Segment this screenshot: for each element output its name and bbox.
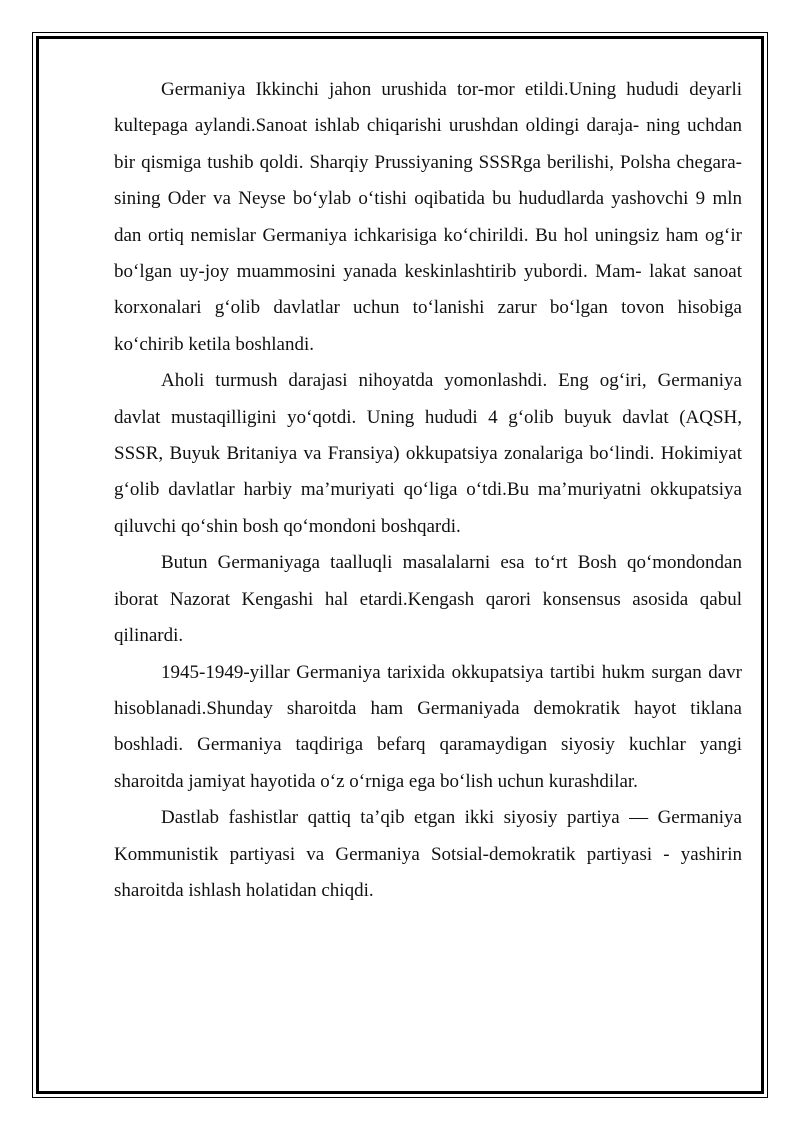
paragraph-1: Germaniya Ikkinchi jahon urushida tor-mor etildi.Uning hududi deyarli kultepaga aylandi.Sanoat ishlab chiqarishi urushdan oldingi daraja- ning uchdan bir qismiga tushib qoldi. Sharqiy Prussiyaning SSSRga berilishi, Polsha chegara- sining Oder va Neyse bo‘ylab o‘tishi oqibatida bu hududlarda yashovchi 9 mln dan ortiq nemislar Germaniya ichkarisiga ko‘chirildi. Bu hol uningsiz ham og‘ir bo‘lgan uy-joy muammosini yanada keskinlashtirib yubordi. Mam- lakat sanoat korxonalari g‘olib davlatlar uchun to‘lanishi zarur bo‘lgan tovon hisobiga ko‘chirib ketila boshlandi. <box>114 79 742 355</box>
paragraph-2: Aholi turmush darajasi nihoyatda yomonlashdi. Eng og‘iri, Germaniya davlat mustaqilligini yo‘qotdi. Uning hududi 4 g‘olib buyuk davlat (AQSH, SSSR, Buyuk Britaniya va Fransiya) okkupatsiya zonalariga bo‘lindi. Hokimiyat g‘olib davlatlar harbiy ma’muriyati qo‘liga o‘tdi.Bu ma’muriyatni okkupatsiya qiluvchi qo‘shin bosh qo‘mondoni boshqardi. <box>114 370 742 537</box>
paragraph-3: Butun Germaniyaga taalluqli masalalarni esa to‘rt Bosh qo‘mondondan iborat Nazorat Kengashi hal etardi.Kengash qarori konsensus asosida qabul qilinardi. <box>114 552 742 647</box>
paragraph-5: Dastlab fashistlar qattiq ta’qib etgan ikki siyosiy partiya — Germaniya Kommunistik partiyasi va Germaniya Sotsial-demokratik partiyasi - yashirin sharoitda ishlash holatidan chiqdi. <box>114 807 742 901</box>
document-body <box>114 72 742 909</box>
paragraph-4: 1945-1949-yillar Germaniya tarixida okkupatsiya tartibi hukm surgan davr hisoblanadi.Shunday sharoitda ham Germaniyada demokratik hayot tiklana boshladi. Germaniya taqdiriga befarq qaramaydigan siyosiy kuchlar yangi sharoitda jamiyat hayotida o‘z o‘rniga ega bo‘lish uchun kurashdilar. <box>114 661 742 792</box>
